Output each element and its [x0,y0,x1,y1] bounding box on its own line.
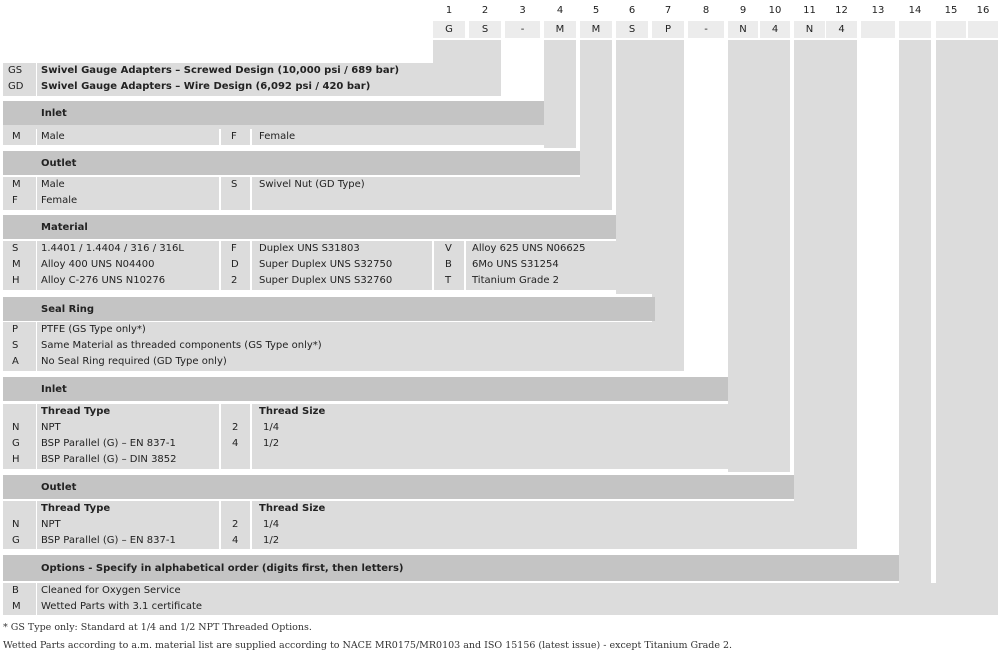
inlet-thread-bsp-din: BSP Parallel (G) – DIN 3852 [41,454,177,465]
material-code-b: B [445,259,452,270]
code-box-8: - [688,21,724,38]
code-box-10: 4 [760,21,790,38]
code-box-6: S [616,21,648,38]
outlet-code-s: S [231,179,238,190]
options-label-oxygen: Cleaned for Oxygen Service [41,585,181,596]
position-number-15: 15 [944,5,958,16]
material-label-titanium: Titanium Grade 2 [472,275,560,286]
inlet-size-quarter: 1/4 [263,422,280,433]
material-code-d: D [231,259,239,270]
material-label-c276: Alloy C-276 UNS N10276 [41,275,166,286]
inlet-code-f: F [231,131,237,142]
position-number-7: 7 [664,5,672,16]
inlet-thread-npt: NPT [41,422,61,433]
position-number-6: 6 [628,5,636,16]
outlet-header [3,151,580,175]
outlet-label-swivel-nut: Swivel Nut (GD Type) [259,179,365,190]
outlet-title: Outlet [41,158,77,169]
material-code-2: 2 [231,275,238,286]
material-label-316: 1.4401 / 1.4404 / 316 / 316L [41,243,184,254]
seal-code-a: A [12,356,19,367]
outlet-code-f: F [12,195,18,206]
outlet-thread-npt: NPT [41,519,61,530]
inlet-title: Inlet [41,108,67,119]
options-code-m: M [12,601,21,612]
outlet-size-half: 1/2 [263,535,280,546]
connector-bar-11-12 [794,40,857,549]
options-title: Options - Specify in alphabetical order (digits first, then letters) [41,563,404,574]
material-label-alloy625: Alloy 625 UNS N06625 [472,243,586,254]
connector-bar-15-16 [936,40,998,615]
seal-label-no-seal: No Seal Ring required (GD Type only) [41,356,227,367]
material-label-superduplex-32750: Super Duplex UNS S32750 [259,259,393,270]
position-number-2: 2 [481,5,489,16]
options-label-certificate: Wetted Parts with 3.1 certificate [41,601,203,612]
code-box-2: S [469,21,501,38]
position-number-3: 3 [519,5,526,16]
material-title: Material [41,222,88,233]
inlet-label2-col [252,129,576,145]
material-code-f: F [231,243,237,254]
position-number-8: 8 [702,5,710,16]
inlet-thread-type-header: Thread Type [41,406,111,417]
material-code-v: V [445,243,452,254]
outlet-thread-type-header: Thread Type [41,503,111,514]
inlet-size-half: 1/2 [263,438,280,449]
outlet-size-code-4: 4 [232,535,239,546]
seal-label-ptfe: PTFE (GS Type only*) [41,324,146,335]
position-number-14: 14 [908,5,922,16]
type-code-gs: GS [8,65,23,76]
code-box-15 [936,21,966,38]
material-header [3,215,616,239]
type-label-gd: Swivel Gauge Adapters – Wire Design (6,092 psi / 420 bar) [41,81,371,92]
outlet-thread-code-g: G [12,535,20,546]
outlet-thread-size-col [252,501,794,549]
seal-ring-title: Seal Ring [41,304,95,315]
inlet-thread-bsp-en: BSP Parallel (G) – EN 837-1 [41,438,176,449]
inlet-thread-size-header: Thread Size [259,406,326,417]
inlet-label-male: Male [41,131,65,142]
material-label-superduplex-32760: Super Duplex UNS S32760 [259,275,393,286]
code-box-4: M [544,21,576,38]
position-number-5: 5 [592,5,600,16]
seal-code-p: P [12,324,19,335]
footnote-gs-type: * GS Type only: Standard at 1/4 and 1/2 NPT Threaded Options. [3,622,312,633]
code-box-11: N [794,21,825,38]
outlet-code-m: M [12,179,21,190]
connector-bar-9-10 [728,40,790,472]
inlet-size-code-2: 2 [232,422,239,433]
options-code-b: B [12,585,19,596]
type-divider [36,63,37,96]
position-number-1: 1 [445,5,453,16]
code-box-1: G [433,21,465,38]
type-code-gd: GD [8,81,24,92]
inlet-thread-header [3,377,728,401]
seal-code-col [3,322,36,371]
material-label-alloy400: Alloy 400 UNS N04400 [41,259,155,270]
type-label-gs: Swivel Gauge Adapters – Screwed Design (10,000 psi / 689 bar) [41,65,400,76]
outlet-size-code-2: 2 [232,519,239,530]
inlet-size-code-4: 4 [232,438,239,449]
outlet-thread-header [3,475,794,499]
inlet-header [3,101,544,125]
seal-label-same-material: Same Material as threaded components (GS Type only*) [41,340,322,351]
outlet-thread-code-n: N [12,519,20,530]
code-box-12: 4 [826,21,857,38]
code-box-5: M [580,21,612,38]
material-label-6mo: 6Mo UNS S31254 [472,259,559,270]
inlet-thread-code-n: N [12,422,20,433]
outlet-thread-size-header: Thread Size [259,503,326,514]
seal-ring-header [3,297,655,321]
connector-bar-14 [899,40,931,588]
material-code-h: H [12,275,20,286]
code-box-9: N [728,21,758,38]
position-number-9: 9 [739,5,747,16]
position-number-11: 11 [803,5,816,16]
inlet-code-m: M [12,131,21,142]
position-number-16: 16 [976,5,990,16]
position-number-13: 13 [871,5,885,16]
inlet-label-female: Female [259,131,296,142]
inlet-thread-code-g: G [12,438,20,449]
outlet-label-male: Male [41,179,65,190]
code-box-14 [899,21,931,38]
material-code-s: S [12,243,19,254]
code-box-13 [861,21,895,38]
outlet-label-female: Female [41,195,78,206]
material-code-m: M [12,259,21,270]
position-number-10: 10 [768,5,782,16]
position-number-4: 4 [556,5,564,16]
inlet-thread-title: Inlet [41,384,67,395]
code-box-16 [968,21,998,38]
footnote-nace: Wetted Parts according to a.m. material list are supplied according to NACE MR0175/MR0103 and ISO 15156 (latest issue) - except Titanium Grade 2. [3,640,733,651]
seal-code-s: S [12,340,19,351]
outlet-thread-bsp-en: BSP Parallel (G) – EN 837-1 [41,535,176,546]
code-box-3: - [505,21,540,38]
outlet-thread-title: Outlet [41,482,77,493]
material-label-duplex: Duplex UNS S31803 [259,243,360,254]
code-box-7: P [652,21,684,38]
material-code-t: T [445,275,452,286]
position-number-12: 12 [835,5,848,16]
inlet-thread-code-h: H [12,454,20,465]
outlet-size-quarter: 1/4 [263,519,280,530]
